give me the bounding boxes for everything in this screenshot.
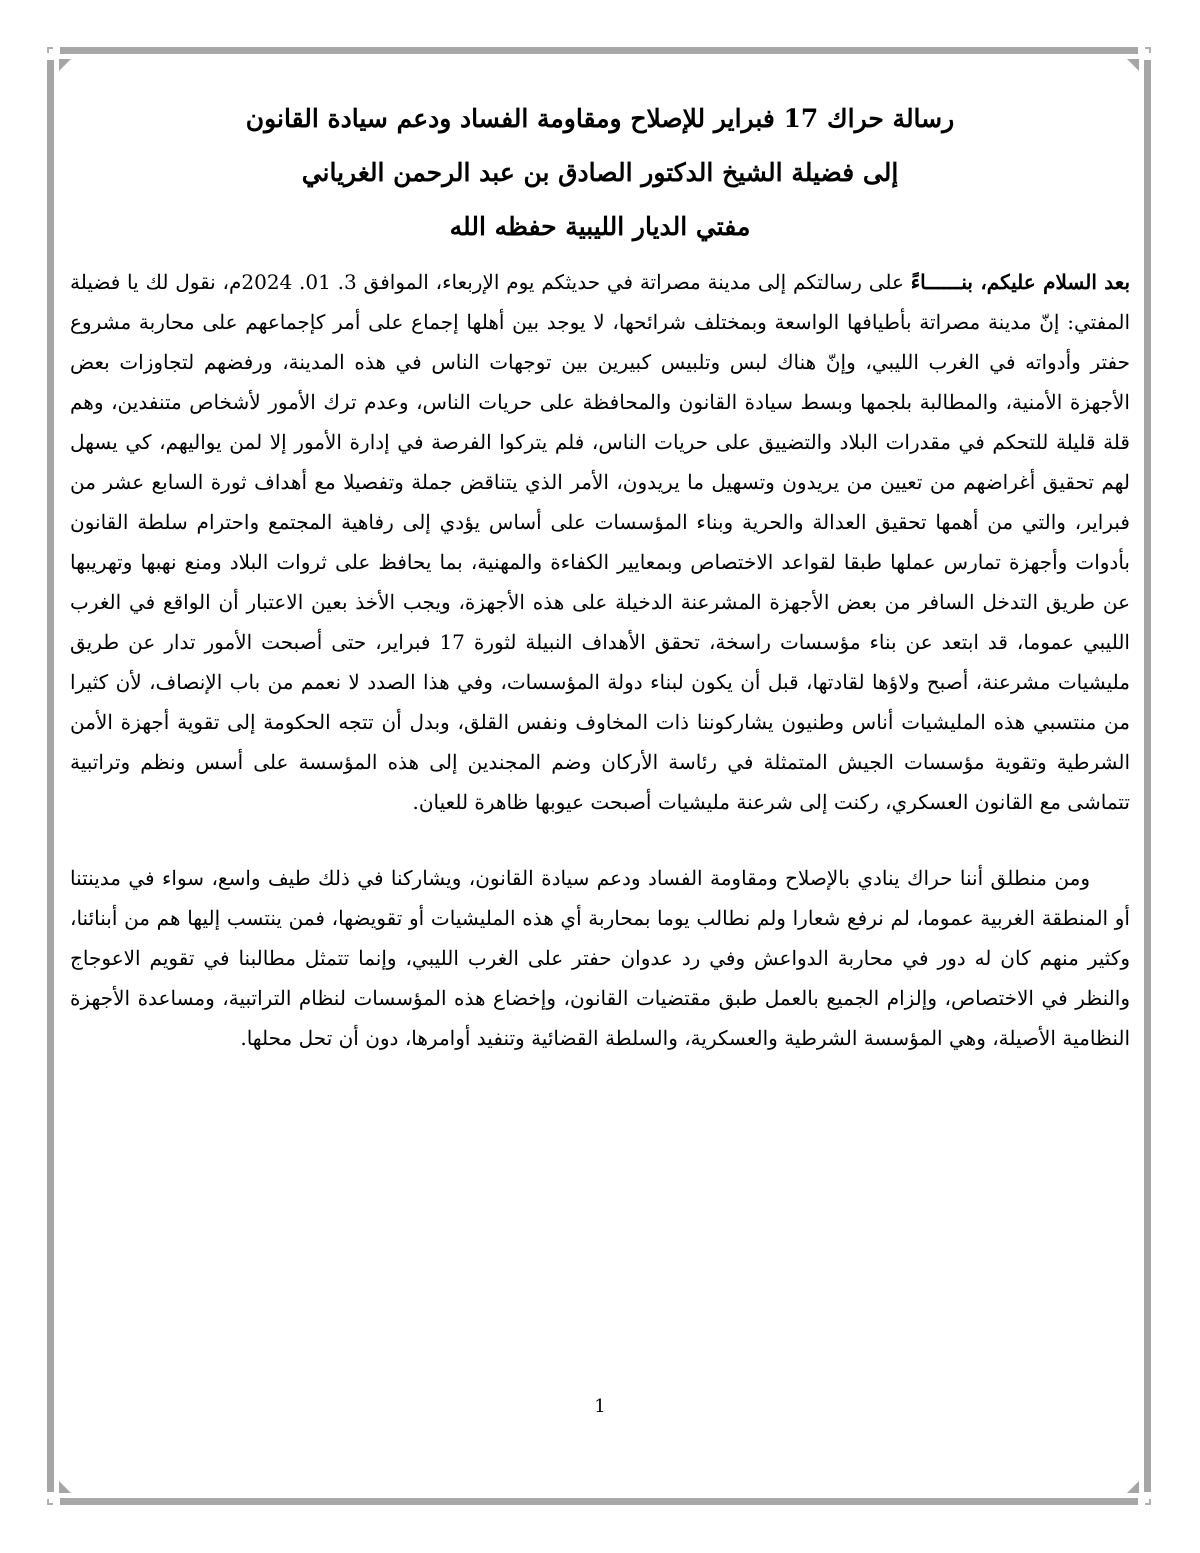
title-line-1: رسالة حراك 17 فبراير للإصلاح ومقاومة الفساد ودعم سيادة القانون <box>245 104 955 133</box>
title-line-2: إلى فضيلة الشيخ الدكتور الصادق بن عبد الرحمن الغرياني <box>301 158 899 187</box>
border-left <box>47 60 54 1492</box>
corner-triangle-icon <box>1127 1481 1139 1493</box>
paragraph-2: ومن منطلق أننا حراك ينادي بالإصلاح ومقاومة الفساد ودعم سيادة القانون، ويشاركنا في ذلك طيف واسع، سواء في مدينتنا أو المنطقة الغربية عموما، لم نرفع شعارا ولم نطالب يوما بمحاربة أي هذه المليشيات أو تقويضها، فمن ينتسب إليها هم من أبنائنا، وكثير منهم كان له دور في محاربة الدواعش وفي رد عدوان حفتر على الغرب الليبي، وإنما تتمثل مطالبنا في تقويم الاعوجاج والنظر في الاختصاص، وإلزام الجميع بالعمل طبق مقتضيات القانون، وإخضاع هذه المؤسسات لنظام التراتبية، ومساعدة الأجهزة النظامية الأصيلة، وهي المؤسسة الشرطية والعسكرية، والسلطة القضائية وتنفيد أوامرها، دون أن تحل محلها. <box>70 866 1130 1050</box>
paragraph-1-body: على رسالتكم إلى مدينة مصراتة في حديثكم يوم الإربعاء، الموافق 3. 01. 2024م، نقول لك يا فضيلة المفتي: إنّ مدينة مصراتة بأطيافها الواسعة وبمختلف شرائحها، لا يوجد بين أهلها إجماع على أمر كإجماعهم على محاربة مشروع حفتر وأدواته في الغرب الليبي، وإنّ هناك لبس وتلبيس كبيرين بين توجهات الناس في هذه المدينة، ورفضهم لتجاوزات بعض الأجهزة الأمنية، والمطالبة بلجمها وبسط سيادة القانون والمحافظة على حريات الناس، وعدم ترك الأمور لأشخاص متنفدين، وهم قلة قليلة للتحكم في مقدرات البلاد والتضييق على حريات الناس، فلم يتركوا الفرصة في إدارة الأمور إلا لمن يواليهم، كي يسهل لهم تحقيق أغراضهم من تعيين من يريدون وتسهيل ما يريدون، الأمر الذي يتناقض جملة وتفصيلا مع أهداف ثورة السابع عشر من فبراير، والتي من أهمها تحقيق العدالة والحرية وبناء المؤسسات على أساس يؤدي إلى رفاهية المجتمع واحترام سلطة القانون بأدوات وأجهزة تمارس عملها طبقا لقواعد الاختصاص وبمعايير الكفاءة والمهنية، بما يحافظ على ثروات البلاد ومنع نهبها وتهريبها عن طريق التدخل السافر من بعض الأجهزة المشرعنة الدخيلة على هذه الأجهزة، ويجب الأخذ بعين الاعتبار أن الواقع في الغرب الليبي عموما، قد ابتعد عن بناء مؤسسات راسخة، تحقق الأهداف النبيلة لثورة 17 فبراير، حتى أصبحت الأمور تدار عن طريق مليشيات مشرعنة، أصبح ولاؤها لقادتها، قبل أن يكون لبناء دولة المؤسسات، وفي هذا الصدد لا نعمم من باب الإنصاف، لأن كثيرا من منتسبي هذه المليشيات أناس وطنيون يشاركوننا ذات المخاوف ونفس القلق، وبدل أن تتجه الحكومة إلى تقوية أجهزة الأمن الشرطية وتقوية مؤسسات الجيش المتمثلة في رئاسة الأركان وضم المجندين إلى هذه المؤسسة على أسس ونظم وتراتبية تتماشى مع القانون العسكري، ركنت إلى شرعنة مليشيات أصبحت عيوبها ظاهرة للعيان. <box>70 270 1130 814</box>
corner-triangle-icon <box>59 59 71 71</box>
corner-ornament-top-left <box>47 47 53 53</box>
corner-ornament-top-right <box>1145 47 1151 53</box>
border-right <box>1144 60 1151 1492</box>
corner-ornament-bottom-right <box>1145 1499 1151 1505</box>
border-top <box>60 47 1138 54</box>
border-bottom <box>60 1498 1138 1505</box>
corner-ornament-bottom-left <box>47 1499 53 1505</box>
page-number: 1 <box>594 1396 606 1417</box>
corner-triangle-icon <box>59 1481 71 1493</box>
title-line-3: مفتي الديار الليبية حفظه الله <box>449 212 751 241</box>
paragraph-1 <box>70 262 1130 822</box>
document-body <box>70 92 1130 1058</box>
greeting-lead: بعد السلام عليكم، بنــــــاءً <box>910 270 1131 294</box>
document-title <box>70 92 1130 254</box>
corner-triangle-icon <box>1127 59 1139 71</box>
